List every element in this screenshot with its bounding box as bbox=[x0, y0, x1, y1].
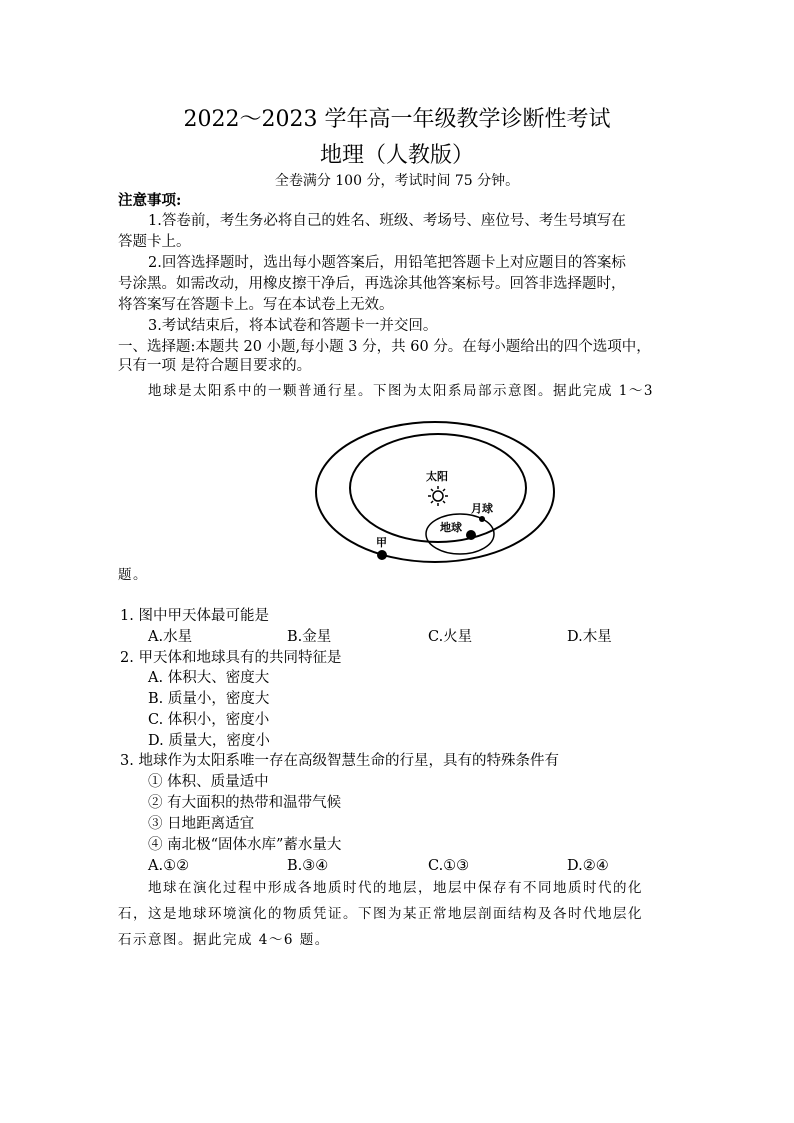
stem1-line2: 题。 bbox=[118, 567, 148, 583]
notice-heading: 注意事项: bbox=[118, 192, 182, 209]
stem2-line3: 石示意图。据此完成 4〜6 题。 bbox=[118, 932, 330, 948]
section1-line2: 只有一项 是符合题目要求的。 bbox=[118, 358, 312, 374]
q2-option-a: A. 体积大、密度大 bbox=[148, 670, 270, 686]
earth-dot bbox=[466, 530, 476, 540]
exam-title: 2022〜2023 学年高一年级教学诊断性考试 bbox=[183, 107, 611, 132]
exam-subject: 地理（人教版） bbox=[319, 143, 474, 168]
notice-item1-line2: 答题卡上。 bbox=[118, 234, 191, 250]
moon-label: 月球 bbox=[471, 502, 493, 515]
moon-dot bbox=[479, 516, 485, 522]
q3-item-2: ② 有大面积的热带和温带气候 bbox=[148, 795, 342, 811]
q2-option-b: B. 质量小，密度大 bbox=[148, 691, 270, 707]
q3-item-4: ④ 南北极“固体水库”蓄水量大 bbox=[148, 837, 342, 853]
notice-item2-line2: 号涂黑。如需改动，用橡皮擦干净后，再选涂其他答案标号。回答非选择题时， bbox=[118, 276, 626, 292]
jia-label: 甲 bbox=[376, 536, 387, 549]
section1-line1: 一、选择题:本题共 20 小题,每小题 3 分，共 60 分。在每小题给出的四个选项中， bbox=[118, 339, 651, 355]
q1-option-b: B.金星 bbox=[287, 629, 332, 645]
q3-option-c: C.①③ bbox=[428, 858, 470, 874]
q2-stem: 2. 甲天体和地球具有的共同特征是 bbox=[120, 650, 342, 666]
q1-option-c: C.火星 bbox=[428, 629, 473, 645]
q3-item-3: ③ 日地距离适宜 bbox=[148, 816, 255, 832]
solar-system-diagram bbox=[310, 410, 560, 580]
stem2-line1: 地球在演化过程中形成各地质时代的地层，地层中保存有不同地质时代的化 bbox=[148, 880, 643, 896]
stem1-line1: 地球是太阳系中的一颗普通行星。下图为太阳系局部示意图。据此完成 1〜3 bbox=[148, 383, 654, 399]
q3-option-b: B.③④ bbox=[287, 858, 329, 874]
q3-option-d: D.②④ bbox=[567, 858, 609, 874]
full-mark-info: 全卷满分 100 分，考试时间 75 分钟。 bbox=[274, 173, 520, 189]
notice-item2-line1: 2.回答选择题时，选出每小题答案后，用铅笔把答题卡上对应题目的答案标 bbox=[148, 255, 626, 271]
q2-option-c: C. 体积小，密度小 bbox=[148, 712, 270, 728]
notice-item3: 3.考试结束后，将本试卷和答题卡一并交回。 bbox=[148, 318, 438, 334]
notice-item1-line1: 1.答卷前，考生务必将自己的姓名、班级、考场号、座位号、考生号填写在 bbox=[148, 213, 626, 229]
q2-option-d: D. 质量大，密度小 bbox=[148, 733, 270, 749]
stem2-line2: 石，这是地球环境演化的物质凭证。下图为某正常地层剖面结构及各时代地层化 bbox=[118, 906, 643, 922]
sun-icon bbox=[428, 486, 448, 506]
q3-option-a: A.①② bbox=[148, 858, 190, 874]
q1-stem: 1. 图中甲天体最可能是 bbox=[120, 608, 269, 624]
notice-item2-line3: 将答案写在答题卡上。写在本试卷上无效。 bbox=[118, 297, 394, 313]
q3-stem: 3. 地球作为太阳系唯一存在高级智慧生命的行星，具有的特殊条件有 bbox=[120, 753, 559, 769]
jia-dot bbox=[377, 550, 387, 560]
earth-label: 地球 bbox=[440, 521, 462, 534]
q1-option-a: A.水星 bbox=[148, 629, 193, 645]
q3-item-1: ① 体积、质量适中 bbox=[148, 774, 269, 790]
sun-label: 太阳 bbox=[426, 470, 448, 483]
q1-option-d: D.木星 bbox=[567, 629, 612, 645]
